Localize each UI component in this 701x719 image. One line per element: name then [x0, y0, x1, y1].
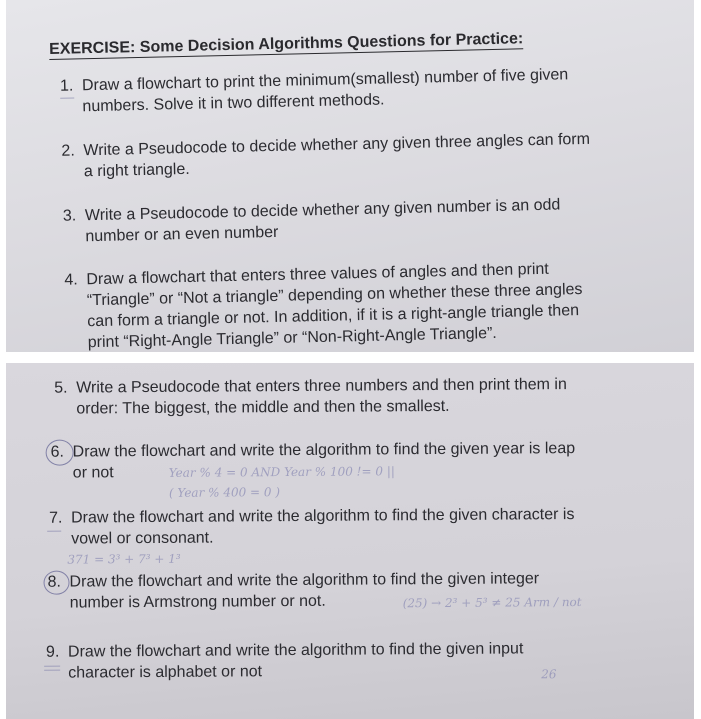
question-line: order: The biggest, the middle and then the smallest. [76, 397, 450, 418]
pen-underline [47, 531, 61, 532]
question-3 [63, 194, 561, 247]
photo-top [6, 0, 694, 352]
handwritten-note: 26 [541, 667, 557, 682]
question-number: 8. [47, 573, 61, 591]
question-line: a right triangle. [83, 160, 190, 181]
question-line: can form a triangle or not. In addition, if it is a right-angle triangle then [87, 302, 580, 331]
question-line: Draw a flowchart that enters three values of angles and then print [86, 260, 549, 289]
question-line: Write a Pseudocode to decide whether any given number is an odd [84, 196, 561, 225]
question-line: Draw a flowchart to print the minimum(smallest) number of five given [81, 66, 569, 95]
question-2 [61, 129, 590, 183]
question-9 [46, 638, 524, 683]
question-number: 2. [61, 142, 75, 160]
pen-underline [44, 670, 60, 671]
question-line: Write a Pseudocode to decide whether any given three angles can form [83, 130, 591, 160]
handwritten-note: (25) → 2³ + 5³ ≠ 25 Arm / not [402, 594, 582, 611]
question-number: 5. [54, 379, 68, 397]
question-7 [49, 504, 575, 550]
question-5 [54, 374, 567, 420]
question-line: print “Right-Angle Triangle” or “Non-Right-Angle Triangle”. [87, 324, 497, 352]
photo-bottom [6, 363, 694, 719]
question-line: or not [72, 464, 114, 482]
question-line: number is Armstrong number or not. [69, 592, 326, 612]
question-number: 7. [49, 509, 63, 527]
handwritten-note: ( Year % 400 = 0 ) [168, 485, 281, 500]
question-line: character is alphabet or not [68, 663, 263, 682]
question-line: Write a Pseudocode that enters three numbers and then print them in [76, 376, 567, 397]
question-line: number or an even number [85, 223, 279, 246]
question-number: 9. [45, 643, 60, 661]
question-number: 3. [62, 207, 77, 225]
question-line: “Triangle” or “Not a triangle” depending on whether these three angles [86, 280, 583, 310]
question-line: Draw the flowchart and write the algorithm to find the given year is leap [72, 440, 576, 461]
handwritten-note: Year % 4 = 0 AND Year % 100 != 0 || [168, 464, 395, 480]
question-number: 4. [64, 271, 78, 289]
question-line: numbers. Solve it in two different methods. [82, 91, 385, 116]
question-line: Draw the flowchart and write the algorithm to find the given integer [69, 570, 540, 591]
question-number: 6. [50, 443, 65, 461]
pen-underline [44, 666, 60, 667]
photo-divider [0, 352, 701, 363]
question-number: 1. [59, 77, 74, 95]
handwritten-note: 371 = 3³ + 7³ + 1³ [67, 551, 181, 567]
question-1 [60, 64, 569, 118]
question-line: vowel or consonant. [71, 529, 214, 548]
question-line: Draw the flowchart and write the algorithm to find the given character is [71, 506, 575, 527]
page-heading: EXERCISE: Some Decision Algorithms Questions for Practice: [48, 30, 524, 59]
question-4 [64, 258, 583, 352]
question-line: Draw the flowchart and write the algorithm to find the given input [67, 640, 524, 661]
